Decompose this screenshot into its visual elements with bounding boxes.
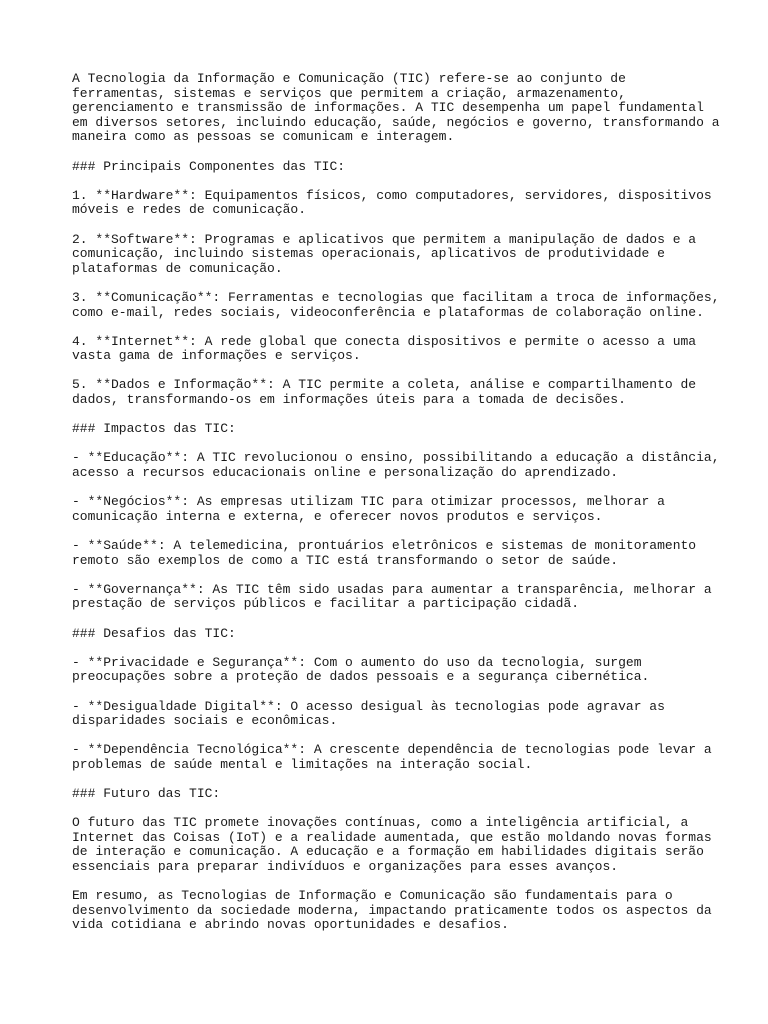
heading-desafios: ### Desafios das TIC: bbox=[72, 625, 236, 641]
list-item-software: 2. **Software**: Programas e aplicativos que permitem a manipulação de dados e a comunicação, incluindo sistemas operacionais, aplicativos de produtividade e plataformas de comunicação. bbox=[72, 231, 697, 276]
bullet-dependencia: - **Dependência Tecnológica**: A crescente dependência de tecnologias pode levar a problemas de saúde mental e limitações na interação social. bbox=[72, 742, 712, 772]
heading-principais-componentes: ### Principais Componentes das TIC: bbox=[72, 158, 346, 174]
heading-impactos: ### Impactos das TIC: bbox=[72, 421, 236, 437]
list-item-hardware: 1. **Hardware**: Equipamentos físicos, como computadores, servidores, dispositivos móveis e redes de comunicação. bbox=[72, 187, 712, 218]
bullet-desigualdade: - **Desigualdade Digital**: O acesso desigual às tecnologias pode agravar as disparidades sociais e econômicas. bbox=[72, 698, 665, 729]
list-item-comunicacao: 3. **Comunicação**: Ferramentas e tecnologias que facilitam a troca de informações, como e-mail, redes sociais, videoconferência e plataformas de colaboração online. bbox=[72, 289, 720, 320]
heading-futuro: ### Futuro das TIC: bbox=[72, 786, 221, 802]
bullet-saude: - **Saúde**: A telemedicina, prontuários eletrônicos e sistemas de monitoramento remoto são exemplos de como a TIC está transformando o setor de saúde. bbox=[72, 538, 697, 568]
bullet-negocios: - **Negócios**: As empresas utilizam TIC para otimizar processos, melhorar a comunicação interna e externa, e oferecer novos produtos e serviços. bbox=[72, 494, 665, 524]
futuro-paragraph: O futuro das TIC promete inovações contínuas, como a inteligência artificial, a Internet das Coisas (IoT) e a realidade aumentada, que estão moldando novas formas de interação e comunicação. A educação e a formação em habilidades digitais serão essenciais para preparar indivíduos e organizações para esses avanços. bbox=[72, 815, 712, 875]
list-item-internet: 4. **Internet**: A rede global que conecta dispositivos e permite o acesso a uma vasta gama de informações e serviços. bbox=[72, 333, 697, 364]
conclusion-paragraph: Em resumo, as Tecnologias de Informação e Comunicação são fundamentais para o desenvolvimento da sociedade moderna, impactando praticamente todos os aspectos da vida cotidiana e abrindo novas oportunidades e desafios. bbox=[72, 888, 712, 933]
list-item-dados: 5. **Dados e Informação**: A TIC permite a coleta, análise e compartilhamento de dados, transformando-os em informações úteis para a tomada de decisões. bbox=[72, 377, 697, 408]
bullet-governanca: - **Governança**: As TIC têm sido usadas para aumentar a transparência, melhorar a prestação de serviços públicos e facilitar a participação cidadã. bbox=[72, 581, 712, 612]
bullet-privacidade: - **Privacidade e Segurança**: Com o aumento do uso da tecnologia, surgem preocupações sobre a proteção de dados pessoais e a segurança cibernética. bbox=[72, 654, 650, 685]
document-page bbox=[72, 71, 720, 948]
intro-paragraph: A Tecnologia da Informação e Comunicação (TIC) refere-se ao conjunto de ferramentas, sistemas e serviços que permitem a criação, armazenamento, gerenciamento e transmissão de informações. A TIC desempenha um papel fundamental em diversos setores, incluindo educação, saúde, negócios e governo, transformando a maneira como as pessoas se comunicam e interagem. bbox=[72, 71, 720, 145]
bullet-educacao: - **Educação**: A TIC revolucionou o ensino, possibilitando a educação a distância, acesso a recursos educacionais online e personalização do aprendizado. bbox=[72, 450, 720, 481]
